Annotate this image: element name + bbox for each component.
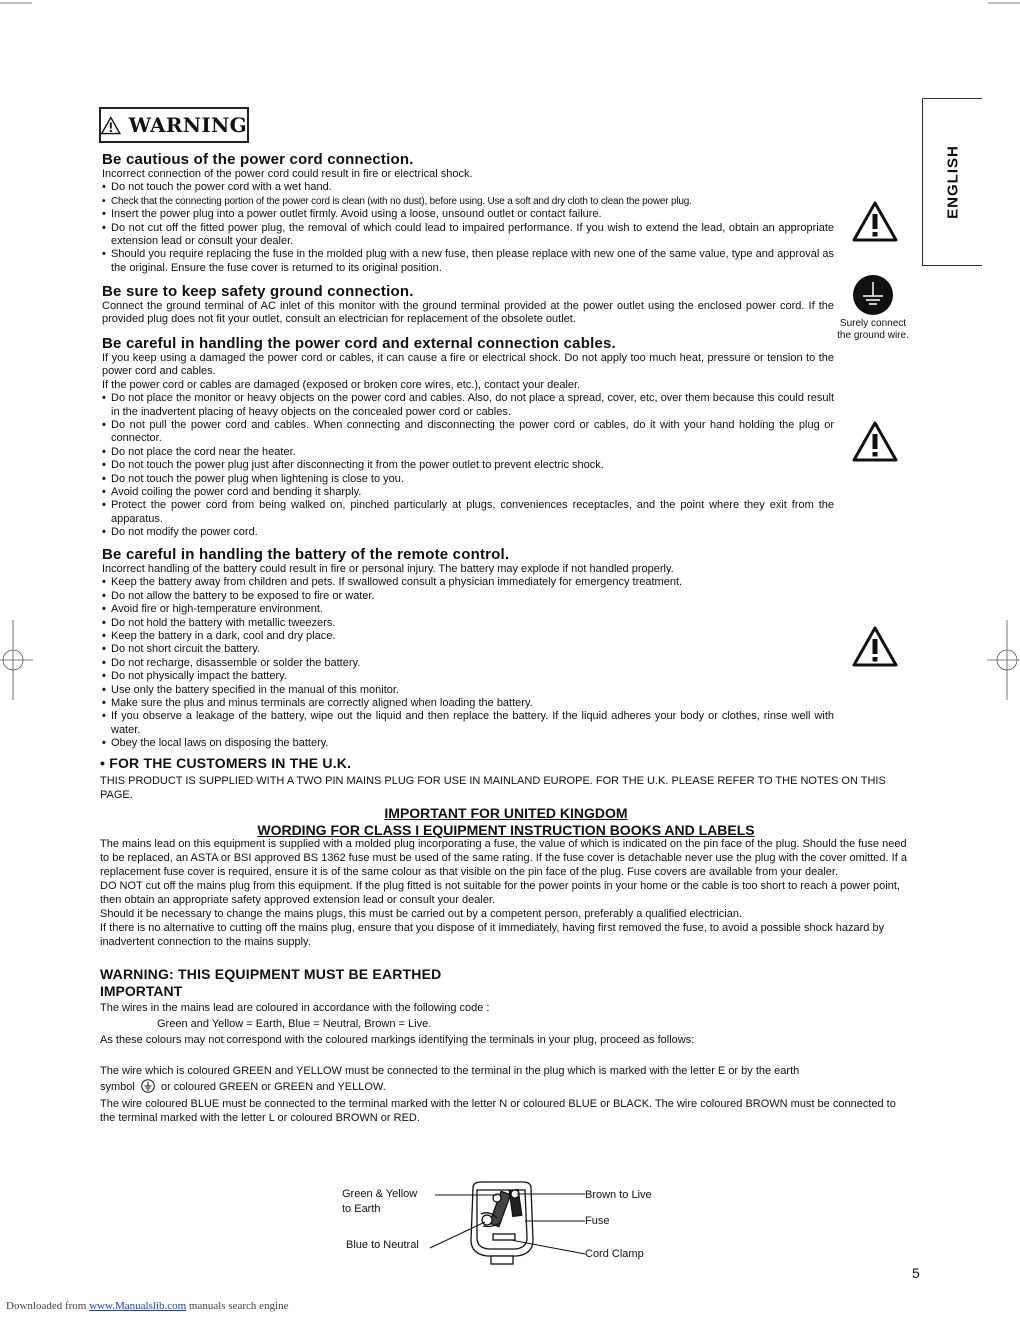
label-earth-line: to Earth xyxy=(342,1203,381,1215)
green-wire-part: The wire which is coloured GREEN and YELLOW must be connected to the terminal in the plug which is marked with the letter E or by the earth xyxy=(100,1065,800,1077)
green-wire-text xyxy=(100,1063,912,1095)
list-item: • Do not touch the power plug when lightening is close to you. xyxy=(102,473,834,486)
label-cord-clamp: Cord Clamp xyxy=(585,1248,644,1260)
list-item: • Do not place the cord near the heater. xyxy=(102,446,834,459)
section-intro: Incorrect handling of the battery could result in fire or personal injury. The battery may explode if not handled properly. xyxy=(102,563,674,575)
uk-bullet: • xyxy=(100,755,110,771)
page-number: 5 xyxy=(912,1265,920,1281)
section-cables xyxy=(102,336,834,540)
warning-triangle-icon xyxy=(101,113,121,138)
list-item: • Do not place the monitor or heavy objects on the power cord and cables. Also, do not place a spread, cover, etc, over them because this could result in the inadvertent placing of heavy objects on the concealed power cord or cables. xyxy=(102,392,834,419)
list-item: • Do not short circuit the battery. xyxy=(102,643,834,656)
bullet-list xyxy=(102,576,834,750)
code-line: Green and Yellow = Earth, Blue = Neutral, Brown = Live. xyxy=(157,1018,432,1030)
list-item: • If you observe a leakage of the battery, wipe out the liquid and then replace the battery. If the liquid adheres your body or clothes, rinse well with water. xyxy=(102,710,834,737)
important-title: IMPORTANT xyxy=(100,983,183,999)
section-title: Be cautious of the power cord connection. xyxy=(102,151,414,168)
list-item: • Do not recharge, disassemble or solder the battery. xyxy=(102,657,834,670)
label-live: Brown to Live xyxy=(585,1189,652,1201)
list-item: • Avoid coiling the power cord and bending it sharply. xyxy=(102,486,834,499)
plug-wiring-diagram xyxy=(425,1178,595,1266)
ground-caption-line: the ground wire. xyxy=(837,330,909,341)
label-earth-line: Green & Yellow xyxy=(342,1188,418,1200)
code-note: As these colours may not correspond with the coloured markings identifying the terminals in your plug, proceed as follows: xyxy=(100,1034,695,1046)
list-item: • Do not allow the battery to be exposed to fire or water. xyxy=(102,590,834,603)
wording-title: WORDING FOR CLASS I EQUIPMENT INSTRUCTION BOOKS AND LABELS xyxy=(257,822,755,838)
uk-heading: FOR THE CUSTOMERS IN THE U.K. xyxy=(109,755,352,771)
list-item: • Avoid fire or high-temperature environment. xyxy=(102,603,834,616)
list-item: • Do not touch the power plug just after disconnecting it from the power outlet to prevent electric shock. xyxy=(102,459,834,472)
list-item: • Insert the power plug into a power outlet firmly. Avoid using a loose, unsound outlet or contact failure. xyxy=(102,208,834,221)
caution-triangle-icon xyxy=(852,626,898,667)
list-item: • Do not pull the power cord and cables. When connecting and disconnecting the power cord or cables, do it with your hand holding the plug or connector. xyxy=(102,419,834,446)
section-intro: Incorrect connection of the power cord could result in fire or electrical shock. xyxy=(102,168,473,180)
green-wire-part: symbol xyxy=(100,1081,135,1093)
list-item: • Keep the battery away from children and pets. If swallowed consult a physician immediately for emergency treatment. xyxy=(102,576,834,589)
ground-caption xyxy=(826,318,920,342)
list-item: • Do not cut off the fitted power plug, the removal of which could lead to impaired performance. If you wish to extend the lead, obtain an appropriate extension lead or consult your dealer. xyxy=(102,222,834,249)
caution-triangle-icon xyxy=(852,201,898,242)
uk-paragraph: Should it be necessary to change the mains plugs, this must be carried out by a competent person, preferably a qualified electrician. xyxy=(100,908,743,920)
list-item: • Keep the battery in a dark, cool and dry place. xyxy=(102,630,834,643)
label-earth xyxy=(342,1187,417,1217)
section-intro: If the power cord or cables are damaged (exposed or broken core wires, etc.), contact your dealer. xyxy=(102,378,581,391)
section-intro: If you keep using a damaged the power cord or cables, it can cause a fire or electrical shock. Do not apply too much heat, pressure or tension to the power cord and cables. xyxy=(102,352,834,378)
list-item: • Obey the local laws on disposing the battery. xyxy=(102,737,834,750)
section-title: Be sure to keep safety ground connection. xyxy=(102,283,414,300)
list-item: • Do not physically impact the battery. xyxy=(102,670,834,683)
warning-banner xyxy=(99,107,249,143)
uk-notice: THIS PRODUCT IS SUPPLIED WITH A TWO PIN MAINS PLUG FOR USE IN MAINLAND EUROPE. FOR THE U.K. PLEASE REFER TO THE NOTES ON THIS PAGE. xyxy=(100,775,886,801)
important-uk-title: IMPORTANT FOR UNITED KINGDOM xyxy=(384,805,628,821)
list-item: • Do not touch the power cord with a wet hand. xyxy=(102,181,834,194)
list-item: • Should you require replacing the fuse in the molded plug with a new fuse, then please replace with new one of the same value, type and approval as the original. Ensure the fuse cover is returned to its original position. xyxy=(102,248,834,275)
list-item: • Use only the battery specified in the manual of this monitor. xyxy=(102,684,834,697)
code-intro: The wires in the mains lead are coloured in accordance with the following code : xyxy=(100,1002,490,1014)
earth-symbol-icon xyxy=(141,1079,155,1093)
list-item: • Do not modify the power cord. xyxy=(102,526,834,539)
label-neutral: Blue to Neutral xyxy=(346,1239,419,1251)
section-title: Be careful in handling the battery of the remote control. xyxy=(102,546,510,563)
uk-paragraph: If there is no alternative to cutting off the mains plug, ensure that you dispose of it immediately, having first removed the fuse, to avoid a possible shock hazard by inadvertent connection to the mains supply. xyxy=(100,922,885,948)
ground-symbol-icon xyxy=(852,274,894,316)
list-item: • Check that the connecting portion of the power cord is clean (with no dust), before using. Use a soft and dry cloth to clean the power plug. xyxy=(102,195,834,208)
section-title: Be careful in handling the power cord and external connection cables. xyxy=(102,335,616,352)
bullet-list xyxy=(102,181,834,275)
section-power-cord-connection xyxy=(102,152,834,275)
footer-link[interactable]: www.Manualslib.com xyxy=(89,1300,187,1312)
uk-paragraph: DO NOT cut off the mains plug from this equipment. If the plug fitted is not suitable for the power points in your home or the cable is too short to reach a power point, then obtain an appropriate safety approved extension lead or consult your dealer. xyxy=(100,880,900,906)
ground-caption-line: Surely connect xyxy=(839,318,907,329)
list-item: • Do not hold the battery with metallic tweezers. xyxy=(102,617,834,630)
language-tab-label: ENGLISH xyxy=(944,145,961,219)
footer-suffix: manuals search engine xyxy=(188,1300,289,1312)
warning-label: WARNING xyxy=(128,113,247,137)
list-item: • Protect the power cord from being walked on, pinched particularly at plugs, conveniences receptacles, and the point where they exit from the apparatus. xyxy=(102,499,834,526)
green-wire-part: or coloured GREEN or GREEN and YELLOW. xyxy=(160,1081,386,1093)
bullet-list xyxy=(102,392,834,539)
language-tab xyxy=(922,98,982,266)
uk-paragraph: The mains lead on this equipment is supplied with a molded plug incorporating a fuse, the value of which is indicated on the pin face of the plug. Should the fuse need to be replaced, an ASTA or BSI approved BS 1362 fuse must be used of the same rating. If the fuse cover is detachable never use the plug with the cover omitted. If a replacement fuse cover is required, ensure it is of the same colour as that visible on the pin face of the plug. Fuse covers are available from your dealer. xyxy=(100,838,907,878)
footer-prefix: Downloaded from xyxy=(6,1300,87,1312)
caution-triangle-icon xyxy=(852,421,898,462)
earthed-title: WARNING: THIS EQUIPMENT MUST BE EARTHED xyxy=(100,966,442,982)
footer xyxy=(6,1300,288,1312)
section-battery xyxy=(102,547,834,751)
uk-section xyxy=(100,756,912,1125)
section-ground-connection xyxy=(102,284,834,327)
section-intro: Connect the ground terminal of AC inlet of this monitor with the ground terminal provided at the power outlet using the enclosed power cord. If the provided plug does not fit your outlet, consult an electrician for replacement of the obsolete outlet. xyxy=(102,300,834,326)
label-fuse: Fuse xyxy=(585,1215,610,1227)
blue-wire-text: The wire coloured BLUE must be connected to the terminal marked with the letter N or coloured BLUE or BLACK. The wire coloured BROWN must be connected to the terminal marked with the letter L or coloured BROWN or RED. xyxy=(100,1098,896,1124)
list-item: • Make sure the plus and minus terminals are correctly aligned when loading the battery. xyxy=(102,697,834,710)
